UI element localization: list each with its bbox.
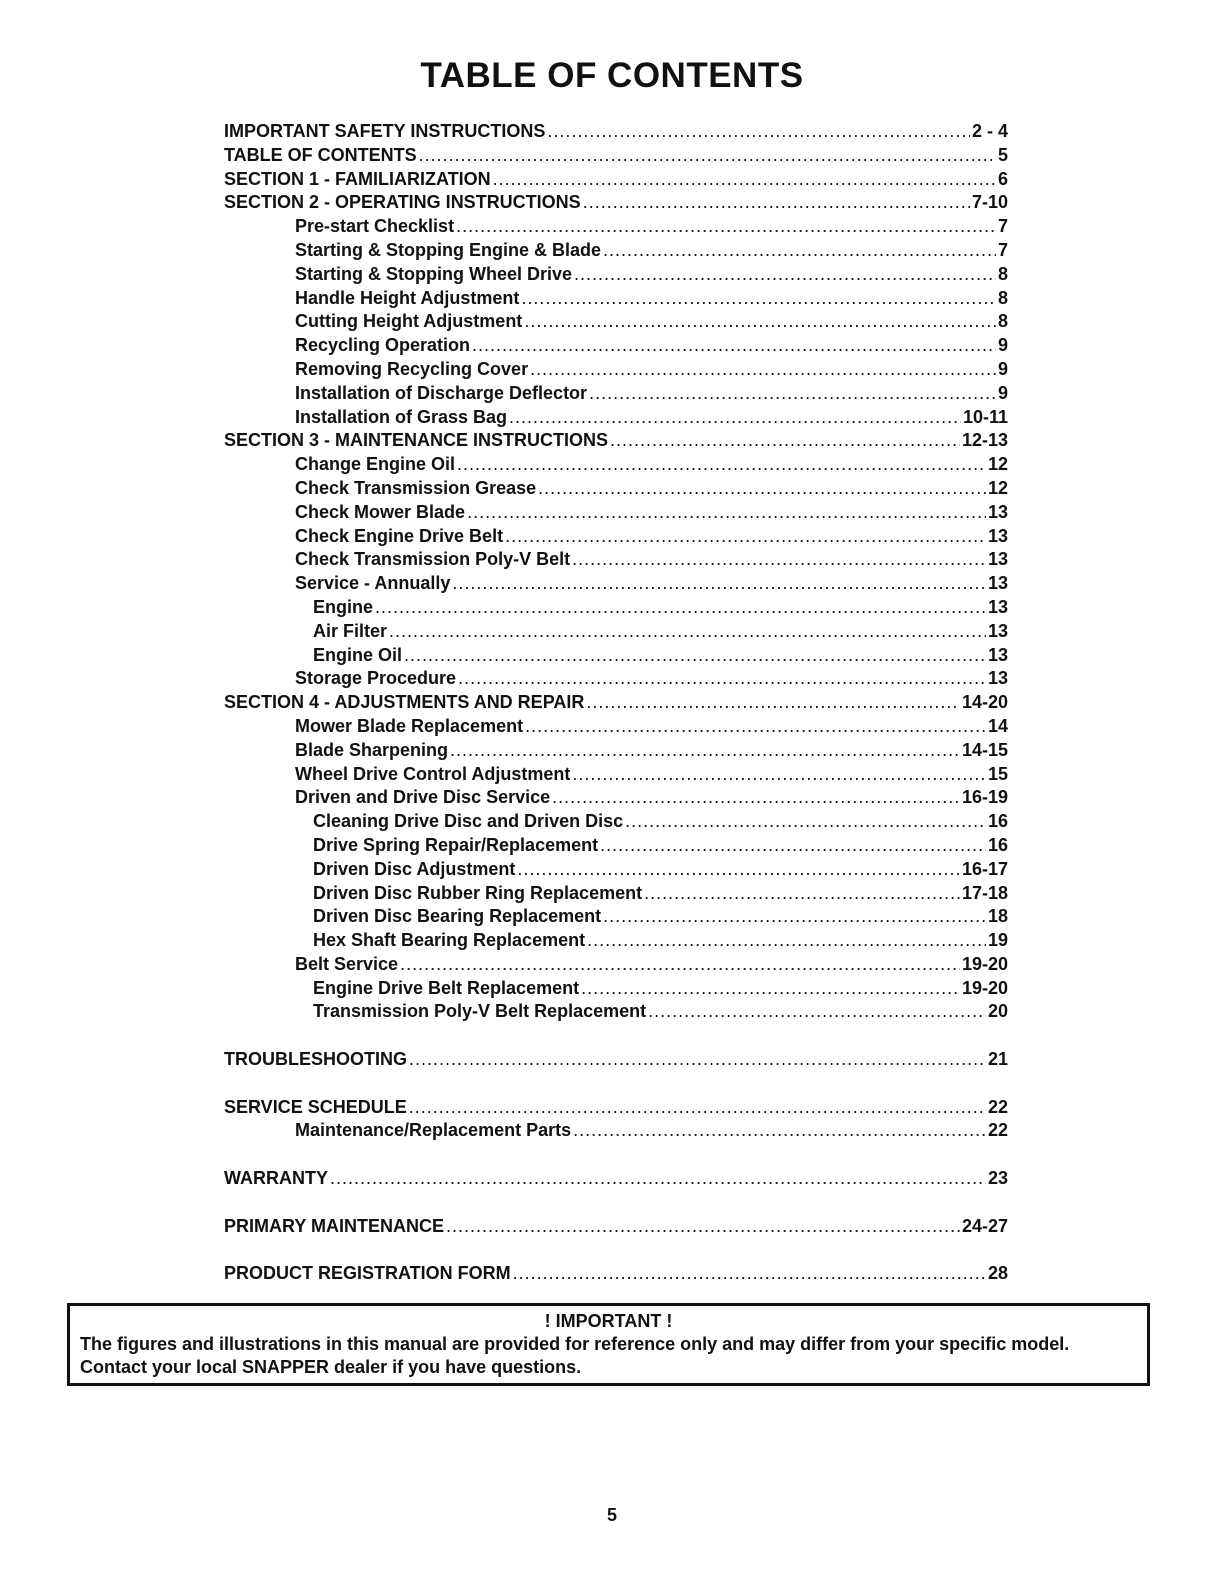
toc-dot-leader <box>524 310 996 334</box>
toc-entry-label: Mower Blade Replacement <box>295 715 524 736</box>
toc-entry <box>224 786 1008 810</box>
toc-dot-leader <box>583 191 970 215</box>
toc-entry-label: Maintenance/Replacement Parts <box>295 1120 572 1141</box>
toc-entry-page: 10-11 <box>962 406 1008 427</box>
toc-entry-page: 13 <box>987 501 1008 522</box>
toc-dot-leader <box>547 120 970 144</box>
toc-entry-label: SECTION 4 - ADJUSTMENTS AND REPAIR <box>224 692 585 713</box>
toc-dot-leader <box>513 1262 986 1286</box>
toc-entry <box>224 1000 1008 1024</box>
toc-dot-leader <box>409 1096 986 1120</box>
toc-entry-label: Air Filter <box>313 620 388 641</box>
toc-dot-leader <box>493 168 996 192</box>
toc-entry-page: 6 <box>997 168 1008 189</box>
toc-entry-label: SERVICE SCHEDULE <box>224 1096 407 1117</box>
toc-dot-leader <box>538 477 986 501</box>
toc-entry <box>224 739 1008 763</box>
toc-entry-label: SECTION 3 - MAINTENANCE INSTRUCTIONS <box>224 430 609 451</box>
toc-entry-label: Installation of Grass Bag <box>295 406 508 427</box>
toc-entry-page: 7 <box>997 239 1008 260</box>
toc-entry <box>224 191 1008 215</box>
toc-dot-leader <box>581 977 960 1001</box>
toc-entry <box>224 429 1008 453</box>
toc-entry-label: PRIMARY MAINTENANCE <box>224 1215 445 1236</box>
toc-entry-page: 12 <box>987 454 1008 475</box>
toc-entry-page: 9 <box>997 382 1008 403</box>
toc-dot-leader <box>452 572 986 596</box>
toc-entry-page: 9 <box>997 358 1008 379</box>
toc-entry-label: Check Engine Drive Belt <box>295 525 504 546</box>
toc-entry <box>224 382 1008 406</box>
toc-entry-page: 15 <box>987 763 1008 784</box>
toc-entry-label: Handle Height Adjustment <box>295 287 520 308</box>
toc-dot-leader <box>450 739 960 763</box>
toc-entry <box>224 691 1008 715</box>
toc-dot-leader <box>625 810 986 834</box>
toc-dot-leader <box>467 501 986 525</box>
toc-entry <box>224 620 1008 644</box>
important-heading: ! IMPORTANT ! <box>544 1311 673 1331</box>
toc-entry-page: 12-13 <box>961 430 1008 451</box>
toc-entry-label: Storage Procedure <box>295 668 457 689</box>
toc-entry-label: Recycling Operation <box>295 335 471 356</box>
toc-entry-page: 5 <box>997 144 1008 165</box>
toc-entry <box>224 905 1008 929</box>
toc-entry-page: 20 <box>987 1001 1008 1022</box>
toc-entry-label: Belt Service <box>295 953 399 974</box>
toc-entry <box>224 929 1008 953</box>
toc-dot-leader <box>400 953 960 977</box>
toc-entry-page: 19-20 <box>961 977 1008 998</box>
toc-entry-label: Transmission Poly-V Belt Replacement <box>313 1001 647 1022</box>
toc-entry <box>224 239 1008 263</box>
toc-entry-page: 16-19 <box>961 787 1008 808</box>
toc-entry <box>224 525 1008 549</box>
toc-entry-label: Change Engine Oil <box>295 454 456 475</box>
toc-entry-page: 23 <box>987 1168 1008 1189</box>
toc-entry-page: 14-15 <box>961 739 1008 760</box>
toc-entry-page: 17-18 <box>961 882 1008 903</box>
toc-entry-label: Starting & Stopping Wheel Drive <box>295 263 573 284</box>
toc-entry-page: 24-27 <box>961 1215 1008 1236</box>
toc-entry-label: WARRANTY <box>224 1168 328 1189</box>
toc-dot-leader <box>375 596 986 620</box>
toc-entry <box>224 882 1008 906</box>
toc-entry <box>224 644 1008 668</box>
toc-entry <box>224 572 1008 596</box>
toc-entry-page: 18 <box>987 906 1008 927</box>
toc-dot-leader <box>610 429 960 453</box>
toc-entry-page: 13 <box>987 596 1008 617</box>
toc-entry-label: Driven and Drive Disc Service <box>295 787 551 808</box>
toc-entry <box>224 763 1008 787</box>
toc-entry-page: 13 <box>987 620 1008 641</box>
toc-entry <box>224 215 1008 239</box>
toc-entry-label: TABLE OF CONTENTS <box>224 144 417 165</box>
toc-entry-page: 13 <box>987 549 1008 570</box>
toc-entry <box>224 548 1008 572</box>
toc-entry-label: Cutting Height Adjustment <box>295 311 523 332</box>
toc-entry-label: Check Transmission Poly-V Belt <box>295 549 571 570</box>
toc-entry <box>224 287 1008 311</box>
page-number: 5 <box>606 1505 617 1525</box>
toc-dot-leader <box>648 1000 986 1024</box>
toc-entry-label: Pre-start Checklist <box>295 216 455 237</box>
toc-entry-page: 19-20 <box>961 953 1008 974</box>
toc-entry <box>224 358 1008 382</box>
toc-entry-label: Engine Drive Belt Replacement <box>313 977 580 998</box>
toc-entry-page: 8 <box>997 287 1008 308</box>
page-title: TABLE OF CONTENTS <box>420 56 804 95</box>
toc-entry-label: Service - Annually <box>295 573 451 594</box>
toc-entry-page: 7-10 <box>971 192 1008 213</box>
important-text: The figures and illustrations in this manual are provided for reference only and may differ from your specific model. Contact your local SNAPPER dealer if you have questions. <box>80 1334 1070 1377</box>
toc-dot-leader <box>521 287 996 311</box>
toc-entry-label: Driven Disc Rubber Ring Replacement <box>313 882 643 903</box>
toc-dot-leader <box>603 905 986 929</box>
toc-dot-leader <box>472 334 996 358</box>
toc-entry-page: 28 <box>987 1263 1008 1284</box>
toc-entry-page: 22 <box>987 1120 1008 1141</box>
toc-entry <box>224 715 1008 739</box>
toc-dot-leader <box>552 786 960 810</box>
toc-entry-page: 14 <box>987 715 1008 736</box>
toc-dot-leader <box>603 239 996 263</box>
toc-entry <box>224 406 1008 430</box>
toc-entry <box>224 1119 1008 1143</box>
toc-entry <box>224 1262 1008 1286</box>
toc-dot-leader <box>525 715 986 739</box>
toc-entry-label: Blade Sharpening <box>295 739 449 760</box>
toc-entry <box>224 1215 1008 1239</box>
toc-dot-leader <box>517 858 960 882</box>
toc-entry-page: 16 <box>987 834 1008 855</box>
toc-dot-leader <box>587 929 986 953</box>
toc-entry <box>224 120 1008 144</box>
toc-dot-leader <box>404 644 986 668</box>
toc-entry-label: Engine <box>313 596 374 617</box>
toc-entry <box>224 667 1008 691</box>
toc-dot-leader <box>457 453 986 477</box>
toc-entry-label: Hex Shaft Bearing Replacement <box>313 930 586 951</box>
toc-entry <box>224 334 1008 358</box>
table-of-contents <box>224 120 1008 1286</box>
toc-entry-label: Removing Recycling Cover <box>295 358 529 379</box>
toc-entry-label: Check Mower Blade <box>295 501 466 522</box>
toc-entry <box>224 1096 1008 1120</box>
toc-dot-leader <box>586 691 960 715</box>
toc-entry-page: 13 <box>987 644 1008 665</box>
toc-dot-leader <box>644 882 960 906</box>
toc-entry <box>224 501 1008 525</box>
toc-entry-label: Driven Disc Adjustment <box>313 858 516 879</box>
toc-entry-page: 22 <box>987 1096 1008 1117</box>
toc-entry <box>224 1167 1008 1191</box>
toc-entry-label: SECTION 1 - FAMILIARIZATION <box>224 168 491 189</box>
toc-entry-page: 9 <box>997 335 1008 356</box>
toc-entry-page: 19 <box>987 930 1008 951</box>
toc-dot-leader <box>572 763 986 787</box>
toc-dot-leader <box>600 834 986 858</box>
toc-entry-label: TROUBLESHOOTING <box>224 1049 407 1070</box>
toc-dot-leader <box>330 1167 986 1191</box>
toc-dot-leader <box>572 548 986 572</box>
toc-dot-leader <box>573 1119 986 1143</box>
toc-entry <box>224 310 1008 334</box>
toc-entry <box>224 834 1008 858</box>
toc-dot-leader <box>446 1215 960 1239</box>
toc-entry-page: 21 <box>987 1049 1008 1070</box>
toc-entry <box>224 858 1008 882</box>
toc-dot-leader <box>419 144 996 168</box>
toc-entry-label: Drive Spring Repair/Replacement <box>313 834 599 855</box>
toc-entry-label: Wheel Drive Control Adjustment <box>295 763 571 784</box>
toc-entry <box>224 953 1008 977</box>
toc-dot-leader <box>505 525 986 549</box>
toc-dot-leader <box>530 358 996 382</box>
toc-entry <box>224 596 1008 620</box>
toc-dot-leader <box>409 1048 986 1072</box>
toc-entry <box>224 168 1008 192</box>
toc-entry <box>224 477 1008 501</box>
toc-entry-page: 13 <box>987 668 1008 689</box>
toc-entry-label: PRODUCT REGISTRATION FORM <box>224 1263 511 1284</box>
toc-entry-label: Starting & Stopping Engine & Blade <box>295 239 601 260</box>
toc-entry <box>224 453 1008 477</box>
toc-entry-label: Cleaning Drive Disc and Driven Disc <box>313 811 624 832</box>
toc-dot-leader <box>509 406 961 430</box>
toc-entry-page: 16 <box>987 811 1008 832</box>
toc-dot-leader <box>574 263 996 287</box>
toc-entry-page: 8 <box>997 263 1008 284</box>
toc-entry-page: 16-17 <box>961 858 1008 879</box>
toc-entry <box>224 263 1008 287</box>
toc-dot-leader <box>389 620 986 644</box>
toc-entry-label: SECTION 2 - OPERATING INSTRUCTIONS <box>224 192 581 213</box>
toc-dot-leader <box>589 382 996 406</box>
toc-dot-leader <box>458 667 986 691</box>
toc-entry-label: Check Transmission Grease <box>295 477 537 498</box>
toc-entry-page: 13 <box>987 525 1008 546</box>
toc-entry-label: IMPORTANT SAFETY INSTRUCTIONS <box>224 121 546 141</box>
important-notice <box>67 1303 1150 1386</box>
toc-entry-label: Engine Oil <box>313 644 403 665</box>
toc-entry-label: Driven Disc Bearing Replacement <box>313 906 602 927</box>
toc-entry-label: Installation of Discharge Deflector <box>295 382 588 403</box>
toc-entry <box>224 810 1008 834</box>
toc-entry-page: 7 <box>997 216 1008 237</box>
toc-entry <box>224 1048 1008 1072</box>
toc-entry <box>224 144 1008 168</box>
toc-entry-page: 12 <box>987 477 1008 498</box>
toc-entry-page: 8 <box>997 311 1008 332</box>
toc-entry <box>224 977 1008 1001</box>
toc-entry-page: 14-20 <box>961 692 1008 713</box>
toc-dot-leader <box>456 215 996 239</box>
toc-entry-page: 2 - 4 <box>971 121 1008 141</box>
toc-entry-page: 13 <box>987 573 1008 594</box>
